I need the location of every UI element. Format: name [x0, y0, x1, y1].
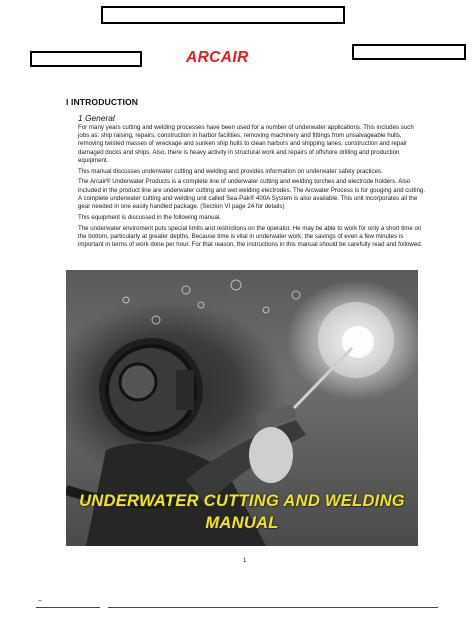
footer-mark: "": [38, 600, 42, 606]
redaction-box-left: [30, 51, 142, 67]
cover-title-line-1: UNDERWATER CUTTING AND WELDING: [79, 492, 405, 510]
brand-logo: ARCAIR: [186, 49, 249, 66]
footer-rule-left: [36, 607, 100, 608]
page-number: 1: [243, 558, 247, 564]
cover-title-line-2: MANUAL: [205, 514, 279, 532]
diver-photo: [66, 270, 418, 546]
paragraph-environment: The underwater enviroment puts special limits and restrictions on the operator. He may be able to work for only a short time on the bottom, particularly at greater depths. Because time is vital in underwater work, the savings of even a few minutes is important in terms of work done per hour. For that reason, the instructions in this manual should be carefully read and followed.: [78, 224, 423, 249]
paragraph-equipment: This equipment is discussed in the following manual.: [78, 213, 222, 221]
paragraph-scope: This manual discusses underwater cutting and welding and provides information on underwater safety practices.: [78, 167, 383, 175]
paragraph-applications: For many years cutting and welding processes have been used for a number of underwater applications. This includes such jobs as: ship raising, repairs, construction in harbor facilities, removing machinery and fittings from unsalvageable hulls, removing twisted masses of wreckage and sunken ship hulls to clean harbors and shipping lanes, construction and repair damaged docks and ships. Also, there is heavy activity in structural work and repairs of offshore drilling and production equipment.: [78, 124, 414, 164]
paragraph-products: The Arcair® Underwater Products is a complete line of underwater cutting and welding torches and electrode holders. Also included in the product line are underwater cutting and wet welding electrodes. The Arcwater Process is for gouging and cutting. A complete underwater cutting and welding unit called Sea-Pak® 400A System is also available. This unit incorporates all the gear needed in one easily handled package. (Section VI page 24 for details): [78, 178, 426, 211]
section-title: I INTRODUCTION: [66, 97, 139, 107]
subsection-title: 1 General: [78, 113, 115, 123]
body-text: [78, 124, 426, 252]
footer-rule-right: [108, 607, 438, 608]
redaction-box-right: [352, 44, 466, 60]
redaction-box-top: [101, 6, 345, 24]
